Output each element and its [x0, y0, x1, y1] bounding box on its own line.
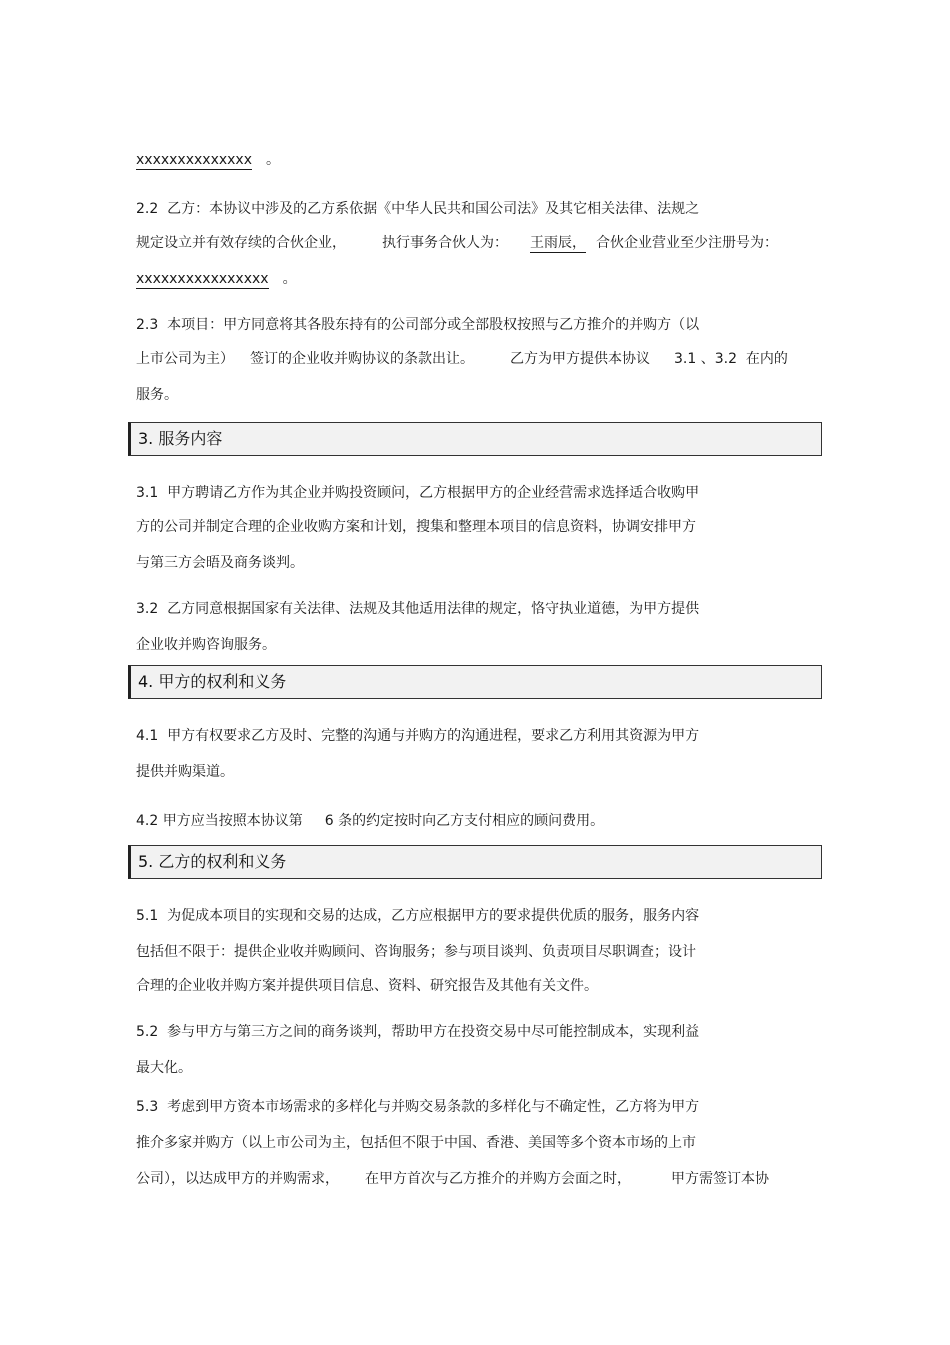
clause-5-3-line-2: 推介多家并购方（以上市公司为主，包括但不限于中国、香港、美国等多个资本市场的上市 — [136, 1135, 696, 1151]
clause-5-3-line-1: 5.3 考虑到甲方资本市场需求的多样化与并购交易条款的多样化与不确定性，乙方将为甲方 — [136, 1099, 700, 1115]
clause-3-1-line-3: 与第三方会晤及商务谈判。 — [136, 555, 304, 571]
clause-2-2-line-1: 2.2 乙方：本协议中涉及的乙方系依据《中华人民共和国公司法》及其它相关法律、法规之 — [136, 201, 700, 217]
partnership-registration-number: xxxxxxxxxxxxxxxx — [136, 271, 269, 287]
clause-5-2-line-2: 最大化。 — [136, 1060, 192, 1076]
clause-4-1-line-1: 4.1 甲方有权要求乙方及时、完整的沟通与并购方的沟通进程，要求乙方利用其资源为甲方 — [136, 728, 700, 744]
clause-4-2: 4.2 甲方应当按照本协议第 6 条的约定按时向乙方支付相应的顾问费用。 — [136, 813, 605, 829]
clause-3-2-line-2: 企业收并购咨询服务。 — [136, 637, 276, 653]
clause-5-1-line-3: 合理的企业收并购方案并提供项目信息、资料、研究报告及其他有关文件。 — [136, 978, 598, 994]
clause-3-1-line-2: 方的公司并制定合理的企业收购方案和计划，搜集和整理本项目的信息资料，协调安排甲方 — [136, 519, 696, 535]
registration-number: xxxxxxxxxxxxxx — [136, 152, 252, 168]
clause-2-2-line-3: xxxxxxxxxxxxxxxx 。 — [136, 271, 297, 287]
clause-4-1-line-2: 提供并购渠道。 — [136, 764, 234, 780]
clause-2-3-line-2: 上市公司为主） 签订的企业收并购协议的条款出让。 乙方为甲方提供本协议 3.1 、3.2 在内的 — [136, 351, 788, 367]
clause-5-3-line-3: 公司），以达成甲方的并购需求， 在甲方首次与乙方推介的并购方会面之时， 甲方需签订本协 — [136, 1171, 769, 1187]
clause-5-1-line-2: 包括但不限于：提供企业收并购顾问、咨询服务；参与项目谈判、负责项目尽职调查；设计 — [136, 944, 696, 960]
clause-3-2-line-1: 3.2 乙方同意根据国家有关法律、法规及其他适用法律的规定，恪守执业道德，为甲方提供 — [136, 601, 700, 617]
registration-number-line: xxxxxxxxxxxxxx 。 — [136, 152, 280, 168]
clause-2-3-line-1: 2.3 本项目：甲方同意将其各股东持有的公司部分或全部股权按照与乙方推介的并购方（以 — [136, 317, 700, 333]
section-3-heading: 3. 服务内容 — [128, 422, 822, 456]
section-4-heading: 4. 甲方的权利和义务 — [128, 665, 822, 699]
clause-3-1-line-1: 3.1 甲方聘请乙方作为其企业并购投资顾问，乙方根据甲方的企业经营需求选择适合收购甲 — [136, 485, 700, 501]
clause-5-2-line-1: 5.2 参与甲方与第三方之间的商务谈判，帮助甲方在投资交易中尽可能控制成本，实现利益 — [136, 1024, 700, 1040]
section-5-heading: 5. 乙方的权利和义务 — [128, 845, 822, 879]
clause-5-1-line-1: 5.1 为促成本项目的实现和交易的达成，乙方应根据甲方的要求提供优质的服务，服务内容 — [136, 908, 700, 924]
partner-name: 王雨辰， — [530, 235, 586, 251]
clause-2-3-line-3: 服务。 — [136, 387, 178, 403]
clause-2-2-line-2: 规定设立并有效存续的合伙企业， 执行事务合伙人为： 王雨辰， 合伙企业营业至少注册号为： — [136, 235, 778, 251]
